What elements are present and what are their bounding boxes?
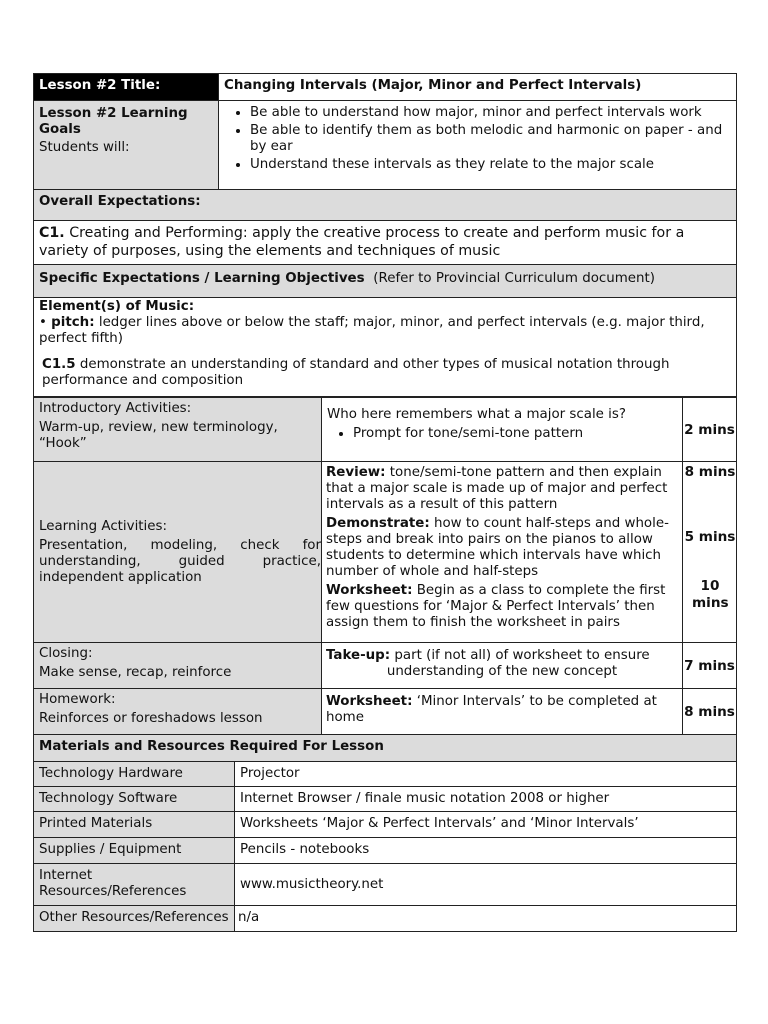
materials-label: Internet Resources/References <box>34 864 235 906</box>
closing-time: 7 mins <box>683 643 737 689</box>
intro-title: Introductory Activities: <box>39 401 192 416</box>
closing-label-cell <box>34 643 322 689</box>
specific-heading: Specific Expectations / Learning Objectives <box>39 271 365 286</box>
specific-cell <box>34 298 737 397</box>
demo-time: 5 mins <box>684 529 736 545</box>
materials-label: Supplies / Equipment <box>34 838 235 864</box>
homework-content-cell <box>322 689 683 735</box>
review-item: Review: tone/semi-tone pattern and then explain that a major scale is made up of major and perfect intervals as a result of this pattern <box>326 465 668 512</box>
overall-heading: Overall Expectations: <box>34 190 737 221</box>
materials-block <box>33 734 736 932</box>
materials-value: n/a <box>235 906 737 932</box>
overall-cell <box>34 221 737 265</box>
materials-value: Pencils - notebooks <box>235 838 737 864</box>
intro-bullet: • Prompt for tone/semi-tone pattern <box>353 426 677 442</box>
c15-code: C1.5 <box>42 357 76 372</box>
bullet: • <box>39 315 47 330</box>
materials-value: Projector <box>235 762 737 787</box>
overall-text: Creating and Performing: apply the creative process to create and perform music for a variety of purposes, using the elements and techniques of music <box>39 225 685 259</box>
homework-desc: Reinforces or foreshadows lesson <box>39 711 263 726</box>
goal-item: • Be able to identify them as both melodic and harmonic on paper - and by ear <box>250 123 731 155</box>
takeup-text-2: understanding of the new concept <box>386 664 618 679</box>
goals-label: Lesson #2 Learning Goals <box>39 106 188 137</box>
materials-label: Technology Hardware <box>34 762 235 787</box>
homework-title: Homework: <box>39 692 116 707</box>
closing-content-cell <box>322 643 683 689</box>
intro-desc: Warm-up, review, new terminology, “Hook” <box>39 420 278 451</box>
intro-time: 2 mins <box>683 398 737 462</box>
intro-content-cell <box>322 398 683 462</box>
intro-label-cell <box>34 398 322 462</box>
overall-code: C1. <box>39 225 65 241</box>
materials-value: www.musictheory.net <box>235 864 737 906</box>
activities-block <box>33 397 736 735</box>
goals-cell <box>219 101 737 190</box>
pitch-label: pitch: <box>51 315 95 330</box>
materials-label: Other Resources/References <box>34 906 235 932</box>
learning-label-cell <box>34 462 322 643</box>
title-label: Lesson #2 Title: <box>34 74 219 101</box>
closing-title: Closing: <box>39 646 93 661</box>
materials-value: Worksheets ‘Major & Perfect Intervals’ and ‘Minor Intervals’ <box>235 812 737 838</box>
c15-text: demonstrate an understanding of standard and other types of musical notation through performance and composition <box>42 357 670 388</box>
goal-item: • Be able to understand how major, minor and perfect intervals work <box>250 105 731 121</box>
pitch-text: ledger lines above or below the staff; major, minor, and perfect intervals (e.g. major third, perfect fifth) <box>39 315 705 346</box>
review-time: 8 mins <box>684 464 736 480</box>
goal-item: • Understand these intervals as they relate to the major scale <box>250 157 731 173</box>
goals-label-cell <box>34 101 219 190</box>
goals-sub: Students will: <box>39 140 130 155</box>
homework-label-cell <box>34 689 322 735</box>
takeup-text: part (if not all) of worksheet to ensure <box>394 648 650 663</box>
elements-heading: Element(s) of Music: <box>39 299 195 314</box>
lesson-header-block <box>33 73 736 397</box>
learning-desc: Presentation, modeling, check for understanding, guided practice, independent application <box>39 537 321 585</box>
materials-label: Technology Software <box>34 787 235 812</box>
c15-line <box>39 357 731 389</box>
learning-times-cell <box>683 462 737 643</box>
specific-note: (Refer to Provincial Curriculum document) <box>373 271 655 286</box>
specific-heading-cell <box>34 265 737 298</box>
materials-value: Internet Browser / finale music notation 2008 or higher <box>235 787 737 812</box>
learning-content-cell <box>322 462 683 643</box>
closing-desc: Make sense, recap, reinforce <box>39 665 232 680</box>
lesson-title: Changing Intervals (Major, Minor and Perfect Intervals) <box>219 74 737 101</box>
homework-time: 8 mins <box>683 689 737 735</box>
demo-item: Demonstrate: how to count half-steps and whole-steps and break into pairs on the pianos to allow students to determine which intervals have which number of whole and half-steps <box>326 516 669 579</box>
materials-label: Printed Materials <box>34 812 235 838</box>
homework-text: ‘Minor Intervals’ to be completed at home <box>326 694 657 725</box>
learning-title: Learning Activities: <box>39 518 167 534</box>
intro-content: Who here remembers what a major scale is? <box>327 407 626 422</box>
worksheet-time: 10 mins <box>692 578 729 611</box>
materials-heading: Materials and Resources Required For Lesson <box>34 735 737 762</box>
pitch-line <box>39 315 731 347</box>
worksheet-item: Worksheet: Begin as a class to complete the first few questions for ‘Major & Perfect Intervals’ then assign them to finish the worksheet in pairs <box>326 583 666 630</box>
takeup-label: Take-up: <box>326 648 391 663</box>
homework-label: Worksheet: <box>326 694 413 709</box>
